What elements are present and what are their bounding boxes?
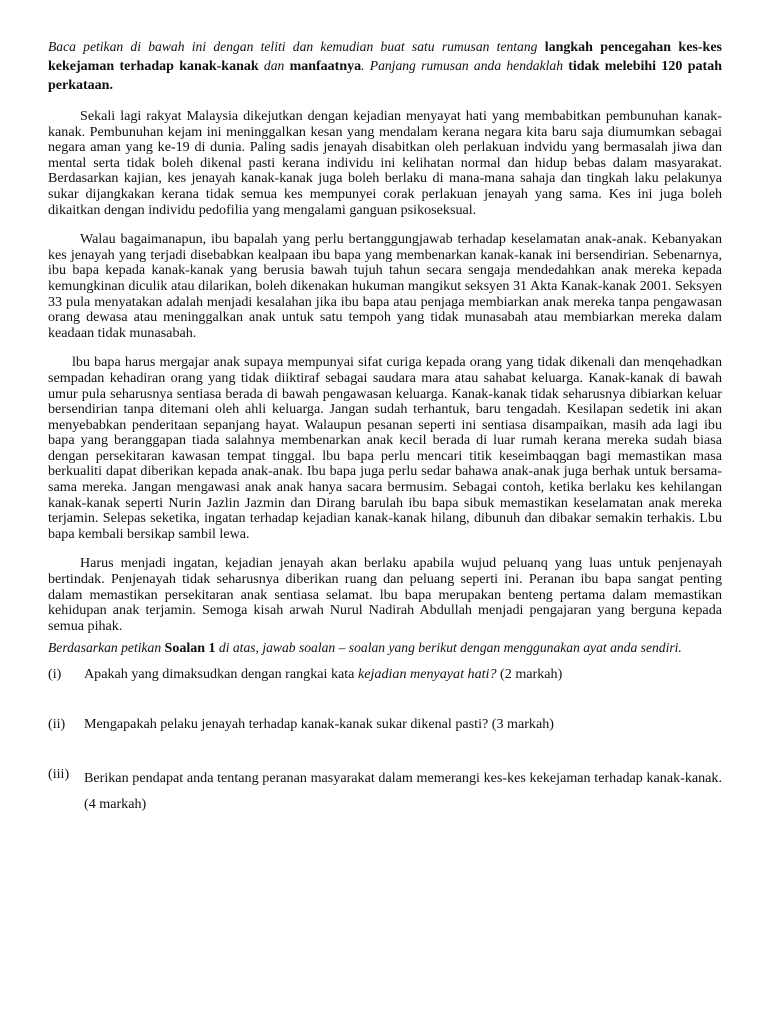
questions-lead [48,640,722,657]
instruction-part-3: . Panjang rumusan anda hendaklah [361,58,569,73]
document-page [48,38,722,817]
passage-paragraph-3: lbu bapa harus mergajar anak supaya mempunyai sifat curiga kepada orang yang tidak dikenali dan menqehadkan sempadan kehadiran orang yang tidak diiktiraf sebagai saudara mara atau sahabat keluarga. Kanak-kanak di bawah umur pula seharusnya sentiasa berada di bawah pengawasan keluarga. Kanak-kanak tidak seharusnya dibiarkan keluar bersendirian tanpa ditemani oleh ahli keluarga. Jangan sudah terhantuk, baru tengadah. Kesilapan sedetik ini akan menyebabkan penderitaan sepanjang hayat. Walaupun pesanan seperti ini sentiasa disampaikan, masih ada lagi ibu bapa yang beranggapan tiada salahnya membenarkan anak kecil berada di luar rumah kerana mereka sudah biasa dengan persekitaran kawasan tempat tinggal. lbu bapa perlu mencari titik keseimbaqgan bagi memastikan masa berkualiti dapat diberikan kepada anak-anak. Ibu bapa juga perlu sedar bahawa anak-anak juga berhak untuk bersama-sama mereka. Jangan mengawasi anak anak hanya sacara bermusim. Sebagai contoh, ketika berlaku kes kehilangan kanak-kanak seperti Nurin Jazlin Jazmin dan Dirang barulah ibu bapa sibuk memastikan keselamatan anak mereka terjamin. Selepas seketika, ingatan terhadap kejadian kanak-kanak hilang, dibunuh dan dibakar semakin terhakis. Lbu bapa kembali bersikap sambil lewa. [48,354,722,542]
question-1-number: (i) [48,666,62,683]
question-1-pre: Apakah yang dimaksudkan dengan rangkai kata [84,666,358,683]
instruction-part-1: Baca petikan di bawah ini dengan teliti dan kemudian buat satu rumusan tentang [48,39,545,54]
instruction-part-2: dan [258,58,290,73]
instruction-emphasis-3: tidak melebihi 120 patah perkataan. [48,59,723,93]
instruction-emphasis-1: langkah pencegahan kes-kes kekejaman terhadap kanak-kanak [48,40,722,74]
passage-paragraph-1: Sekali lagi rakyat Malaysia dikejutkan dengan kejadian menyayat hati yang membabitkan pembunuhan kanak-kanak. Pembunuhan kejam ini meninggalkan kesan yang mendalam kerana negara kita baru saja diumumkan sebagai negara aman yang ke-19 di dunia. Paling sadis jenayah disabitkan oleh perlakuan indvidu yang bermasalah jiwa dan mental serta tidak boleh dikenal pasti kerana individu ini kelihatan normal dan hidup bebas dalam masyarakat. Berdasarkan kajian, kes jenayah kanak-kanak juga boleh berlaku di mana-mana sahaja dan tingkah laku pelakunya sukar dijangkakan kerana tidak semua kes mempunyei corak perlakuan jenayah yang sama. Kes ini juga boleh dikaitkan dengan individu pedofilia yang mengalami ganguan psikoseksual. [48,108,722,218]
question-2-text: Mengapakah pelaku jenayah terhadap kanak-kanak sukar dikenal pasti? (3 markah) [84,716,554,733]
instruction-emphasis-2: manfaatnya [289,59,362,74]
summary-instruction [48,38,722,95]
passage-paragraph-4: Harus menjadi ingatan, kejadian jenayah akan berlaku apabila wujud peluanq yang luas untuk penjenayah bertindak. Penjenayah tidak seharusnya diberikan ruang dan peluang seperti ini. Peranan ibu bapa sangat penting dalam memastikan persekitaran anak sentiasa selamat. lbu bapa merupakan benteng pertama dalam memastikan kehidupan anak terjamin. Semoga kisah arwah Nurul Nadirah Abdullah menjadi pengajaran yang berguna kepada semua pihak. [48,555,722,634]
question-1-marks: (2 markah) [496,666,563,683]
question-1-term: kejadian menyayat hati? [357,666,497,683]
question-3 [48,765,722,817]
passage-paragraph-2: Walau bagaimanapun, ibu bapalah yang perlu bertanggungjawab terhadap keselamatan anak-anak. Kebanyakan kes jenayah yang terjadi disebabkan kealpaan ibu bapa yang membenarkan kanak-kanak ini bersendirian. Sebenarnya, ibu bapa kepada kanak-kanak yang berusia bawah tujuh tahun secara sengaja mendedahkan anak mereka kepada kemungkinan diculik atau dilarikan, boleh dikenakan hukuman mangikut seksyen 31 Akta Kanak-kanak 2001. Seksyen 33 pula menyatakan adalah menjadi kesalahan jika ibu bapa atau penjaga membiarkan anak mereka tanpa pengawasan orang dewasa atau meninggalkan anak untuk satu tempoh yang tidak munasabah atau membiarkan mereka dalam keadaan tidak munasabah. [48,231,722,341]
question-1-text [84,665,722,683]
question-2 [48,715,722,733]
question-3-text: Berikan pendapat anda tentang peranan masyarakat dalam memerangi kes-kes kekejaman terhadap kanak-kanak. (4 markah) [84,770,722,813]
lead-emphasis: Soalan 1 [164,641,216,657]
lead-part-1: Berdasarkan petikan [48,640,165,656]
question-2-number: (ii) [48,716,66,733]
lead-part-2: di atas, jawab soalan – soalan yang berikut dengan menggunakan ayat anda sendiri. [215,640,682,656]
question-1 [48,665,722,683]
question-3-number: (iii) [48,766,70,783]
